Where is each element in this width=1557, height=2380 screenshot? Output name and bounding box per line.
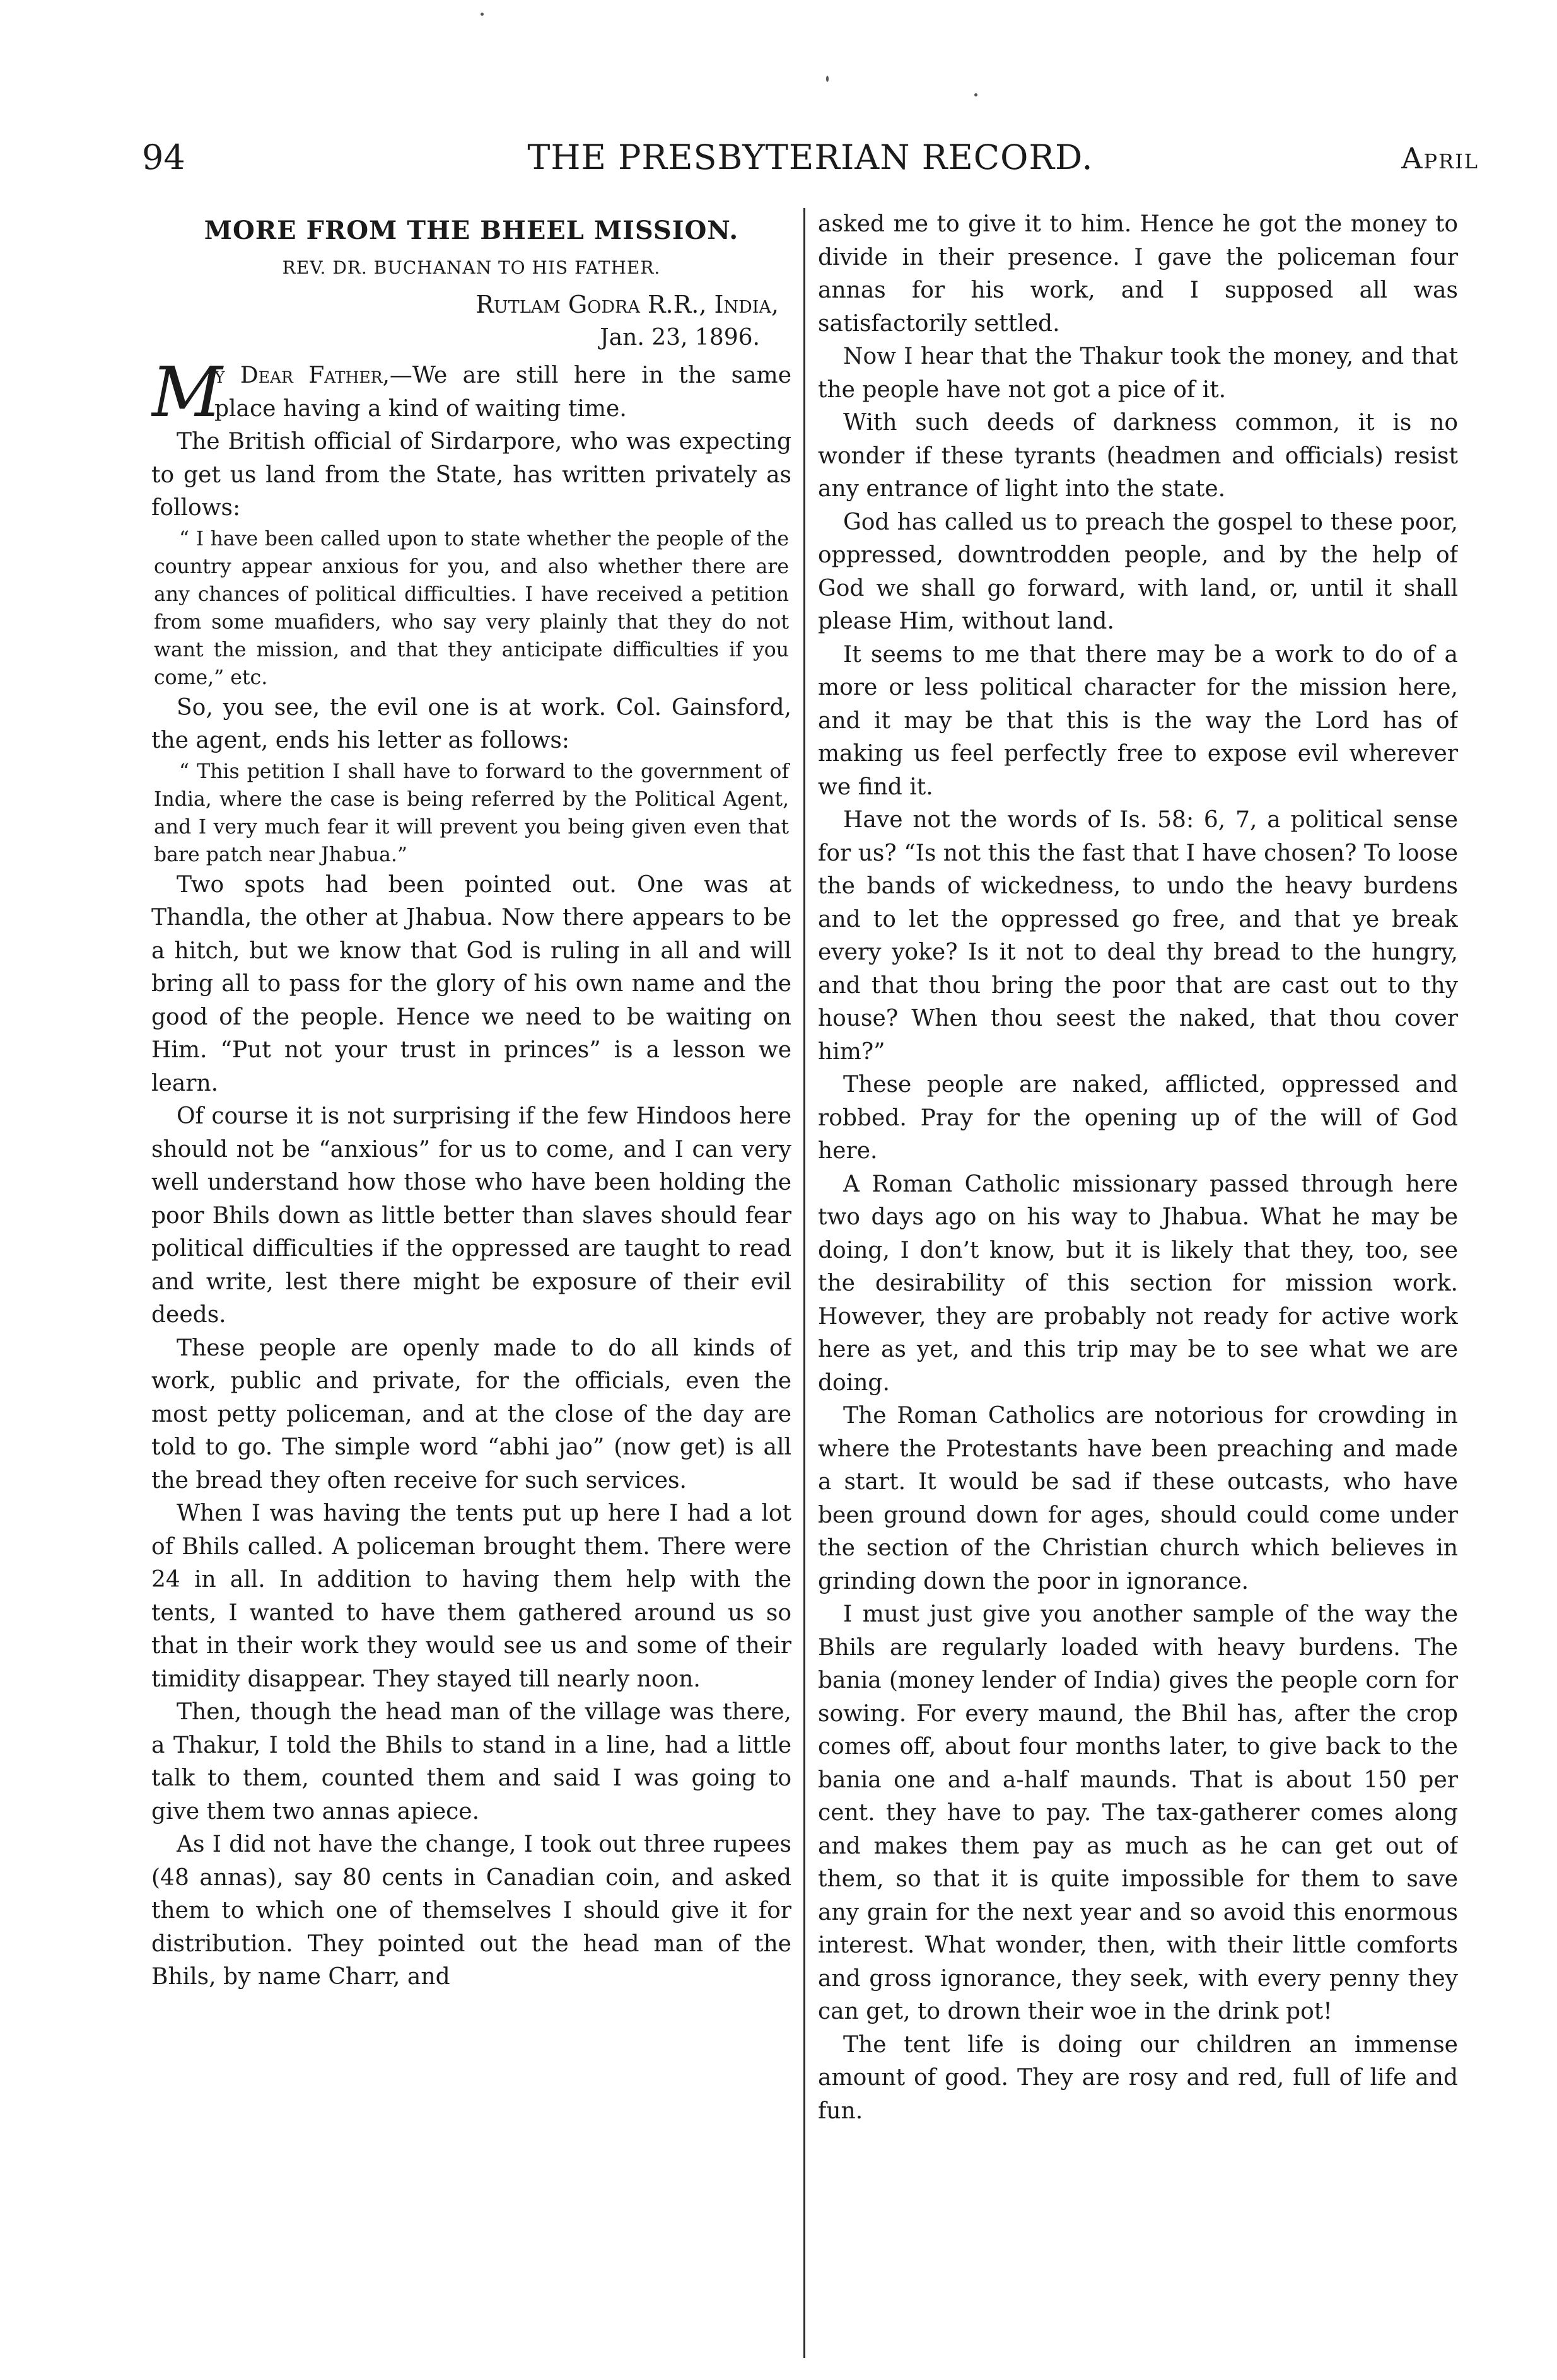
- scan-speck: [826, 76, 829, 82]
- salutation-text: —We are still here in the same place having a kind of waiting time.: [214, 363, 791, 422]
- body-paragraph: With such deeds of darkness common, it is no wonder if these tyrants (headmen and officials) resist any entrance of light into the state.: [818, 410, 1458, 502]
- body-paragraph: Of course it is not surprising if the few Hindoos here should not be “anxious” for us to come, and I can very well understand how those who have been holding the poor Bhils down as little better than slaves should fear political difficulties if the oppressed are taught to read and write, lest there might be exposure of their evil deeds.: [151, 1103, 791, 1328]
- article-subtitle: REV. DR. BUCHANAN TO HIS FATHER.: [282, 257, 661, 278]
- quoted-paragraph: “ This petition I shall have to forward to the government of India, where the case is being referred by the Political Agent, and I very much fear it will prevent you being given even that bare patch near Jhabua.”: [154, 760, 789, 866]
- body-paragraph: God has called us to preach the gospel to these poor, oppressed, downtrodden people, and by the help of God we shall go forward, with land, or, until it shall please Him, without land.: [818, 509, 1458, 634]
- body-paragraph: The tent life is doing our children an immense amount of good. They are rosy and red, full of life and fun.: [818, 2031, 1458, 2124]
- issue-month: April: [1401, 141, 1479, 175]
- body-paragraph: The British official of Sirdarpore, who was expecting to get us land from the State, has written privately as follows:: [151, 429, 791, 521]
- article-title: MORE FROM THE BHEEL MISSION.: [204, 216, 739, 245]
- body-paragraph: Two spots had been pointed out. One was at Thandla, the other at Jhabua. Now there appears to be a hitch, but we know that God is ruling in all and will bring all to pass for the glory of his own name and the good of the people. Hence we need to be waiting on Him. “Put not your trust in princes” is a lesson we learn.: [151, 871, 791, 1096]
- body-paragraph: These people are openly made to do all kinds of work, public and private, for the officials, even the most petty policeman, and at the close of the day are told to go. The simple word “abhi jao” (now get) is all the bread they often receive for such services.: [151, 1335, 791, 1494]
- body-paragraph: When I was having the tents put up here I had a lot of Bhils called. A policeman brought them. There were 24 in all. In addition to having them help with the tents, I wanted to have them gathered around us so that in their work they would see us and some of their timidity disappear. They stayed till nearly noon.: [151, 1501, 791, 1692]
- right-column: [818, 208, 1458, 2364]
- body-paragraph: Now I hear that the Thakur took the money, and that the people have not got a pice of it.: [818, 344, 1458, 403]
- body-paragraph: asked me to give it to him. Hence he got the money to divide in their presence. I gave the policeman four annas for his work, and I supposed all was satisfactorily settled.: [818, 211, 1458, 337]
- column-divider: [803, 208, 805, 2358]
- body-paragraph: It seems to me that there may be a work to do of a more or less political character for the mission here, and it may be that this is the way the Lord has of making us feel perfectly free to expose evil wherever we find it.: [818, 641, 1458, 800]
- body-paragraph: Then, though the head man of the village was there, a Thakur, I told the Bhils to stand in a line, had a little talk to them, counted them and said I was going to give them two annas apiece.: [151, 1699, 791, 1825]
- scan-speck: [481, 13, 484, 16]
- right-column-body: [818, 208, 1458, 2128]
- left-column-body: [151, 426, 791, 1994]
- drop-cap: M: [151, 352, 223, 432]
- quoted-paragraph: “ I have been called upon to state whether the people of the country appear anxious for you, and also whether there are any chances of political difficulties. I have received a petition from some muafiders, who say very plainly that they do not want the mission, and that they anticipate difficulties if you come,” etc.: [154, 527, 789, 689]
- scan-speck: [974, 93, 977, 96]
- body-paragraph: These people are naked, afflicted, oppressed and robbed. Pray for the opening up of the will of God here.: [818, 1072, 1458, 1164]
- page-number: 94: [142, 137, 185, 177]
- left-column: [151, 208, 791, 2364]
- body-paragraph: Have not the words of Is. 58: 6, 7, a political sense for us? “Is not this the fast that I have chosen? To loose the bands of wickedness, to undo the heavy burdens and to let the oppressed go free, and that ye break every yoke? Is it not to deal thy bread to the hungry, and that thou bring the poor that are cast out to thy house? When thou seest the naked, that thou cover him?”: [818, 807, 1458, 1065]
- publication-title: THE PRESBYTERIAN RECORD.: [527, 137, 1093, 177]
- body-paragraph: A Roman Catholic missionary passed through here two days ago on his way to Jhabua. What he may be doing, I don’t know, but it is likely that they, too, see the desirability of this section for mission work. However, they are probably not ready for active work here as yet, and this trip may be to see what we are doing.: [818, 1171, 1458, 1396]
- letter-place: Rutlam Godra R.R., India,: [475, 291, 779, 318]
- body-paragraph: I must just give you another sample of the way the Bhils are regularly loaded with heavy burdens. The bania (money lender of India) gives the people corn for sowing. For every maund, the Bhil has, after the crop comes off, about four months later, to give back to the bania one and a-half maunds. That is about 150 per cent. they have to pay. The tax-gatherer comes along and makes them pay as much as he can get out of them, so that it is quite impossible for them to save any grain for the next year and so avoid this enormous interest. What wonder, then, with their little comforts and gross ignorance, they seek, with every penny they can get, to drown their woe in the drink pot!: [818, 1601, 1458, 2024]
- salutation-caps: y Dear Father,: [214, 363, 390, 388]
- salutation-paragraph: [151, 352, 791, 432]
- body-paragraph: The Roman Catholics are notorious for crowding in where the Protestants have been preaching and made a start. It would be sad if these outcasts, who have been ground down for ages, should could come under the section of the Christian church which believes in grinding down the poor in ignorance.: [818, 1403, 1458, 1594]
- body-paragraph: As I did not have the change, I took out three rupees (48 annas), say 80 cents in Canadian coin, and asked them to which one of themselves I should give it for distribution. They pointed out the head man of the Bhils, by name Charr, and: [151, 1831, 791, 1990]
- page-header: [142, 137, 1479, 188]
- body-paragraph: So, you see, the evil one is at work. Col. Gainsford, the agent, ends his letter as follows:: [151, 694, 791, 753]
- letter-date: Jan. 23, 1896.: [600, 324, 760, 351]
